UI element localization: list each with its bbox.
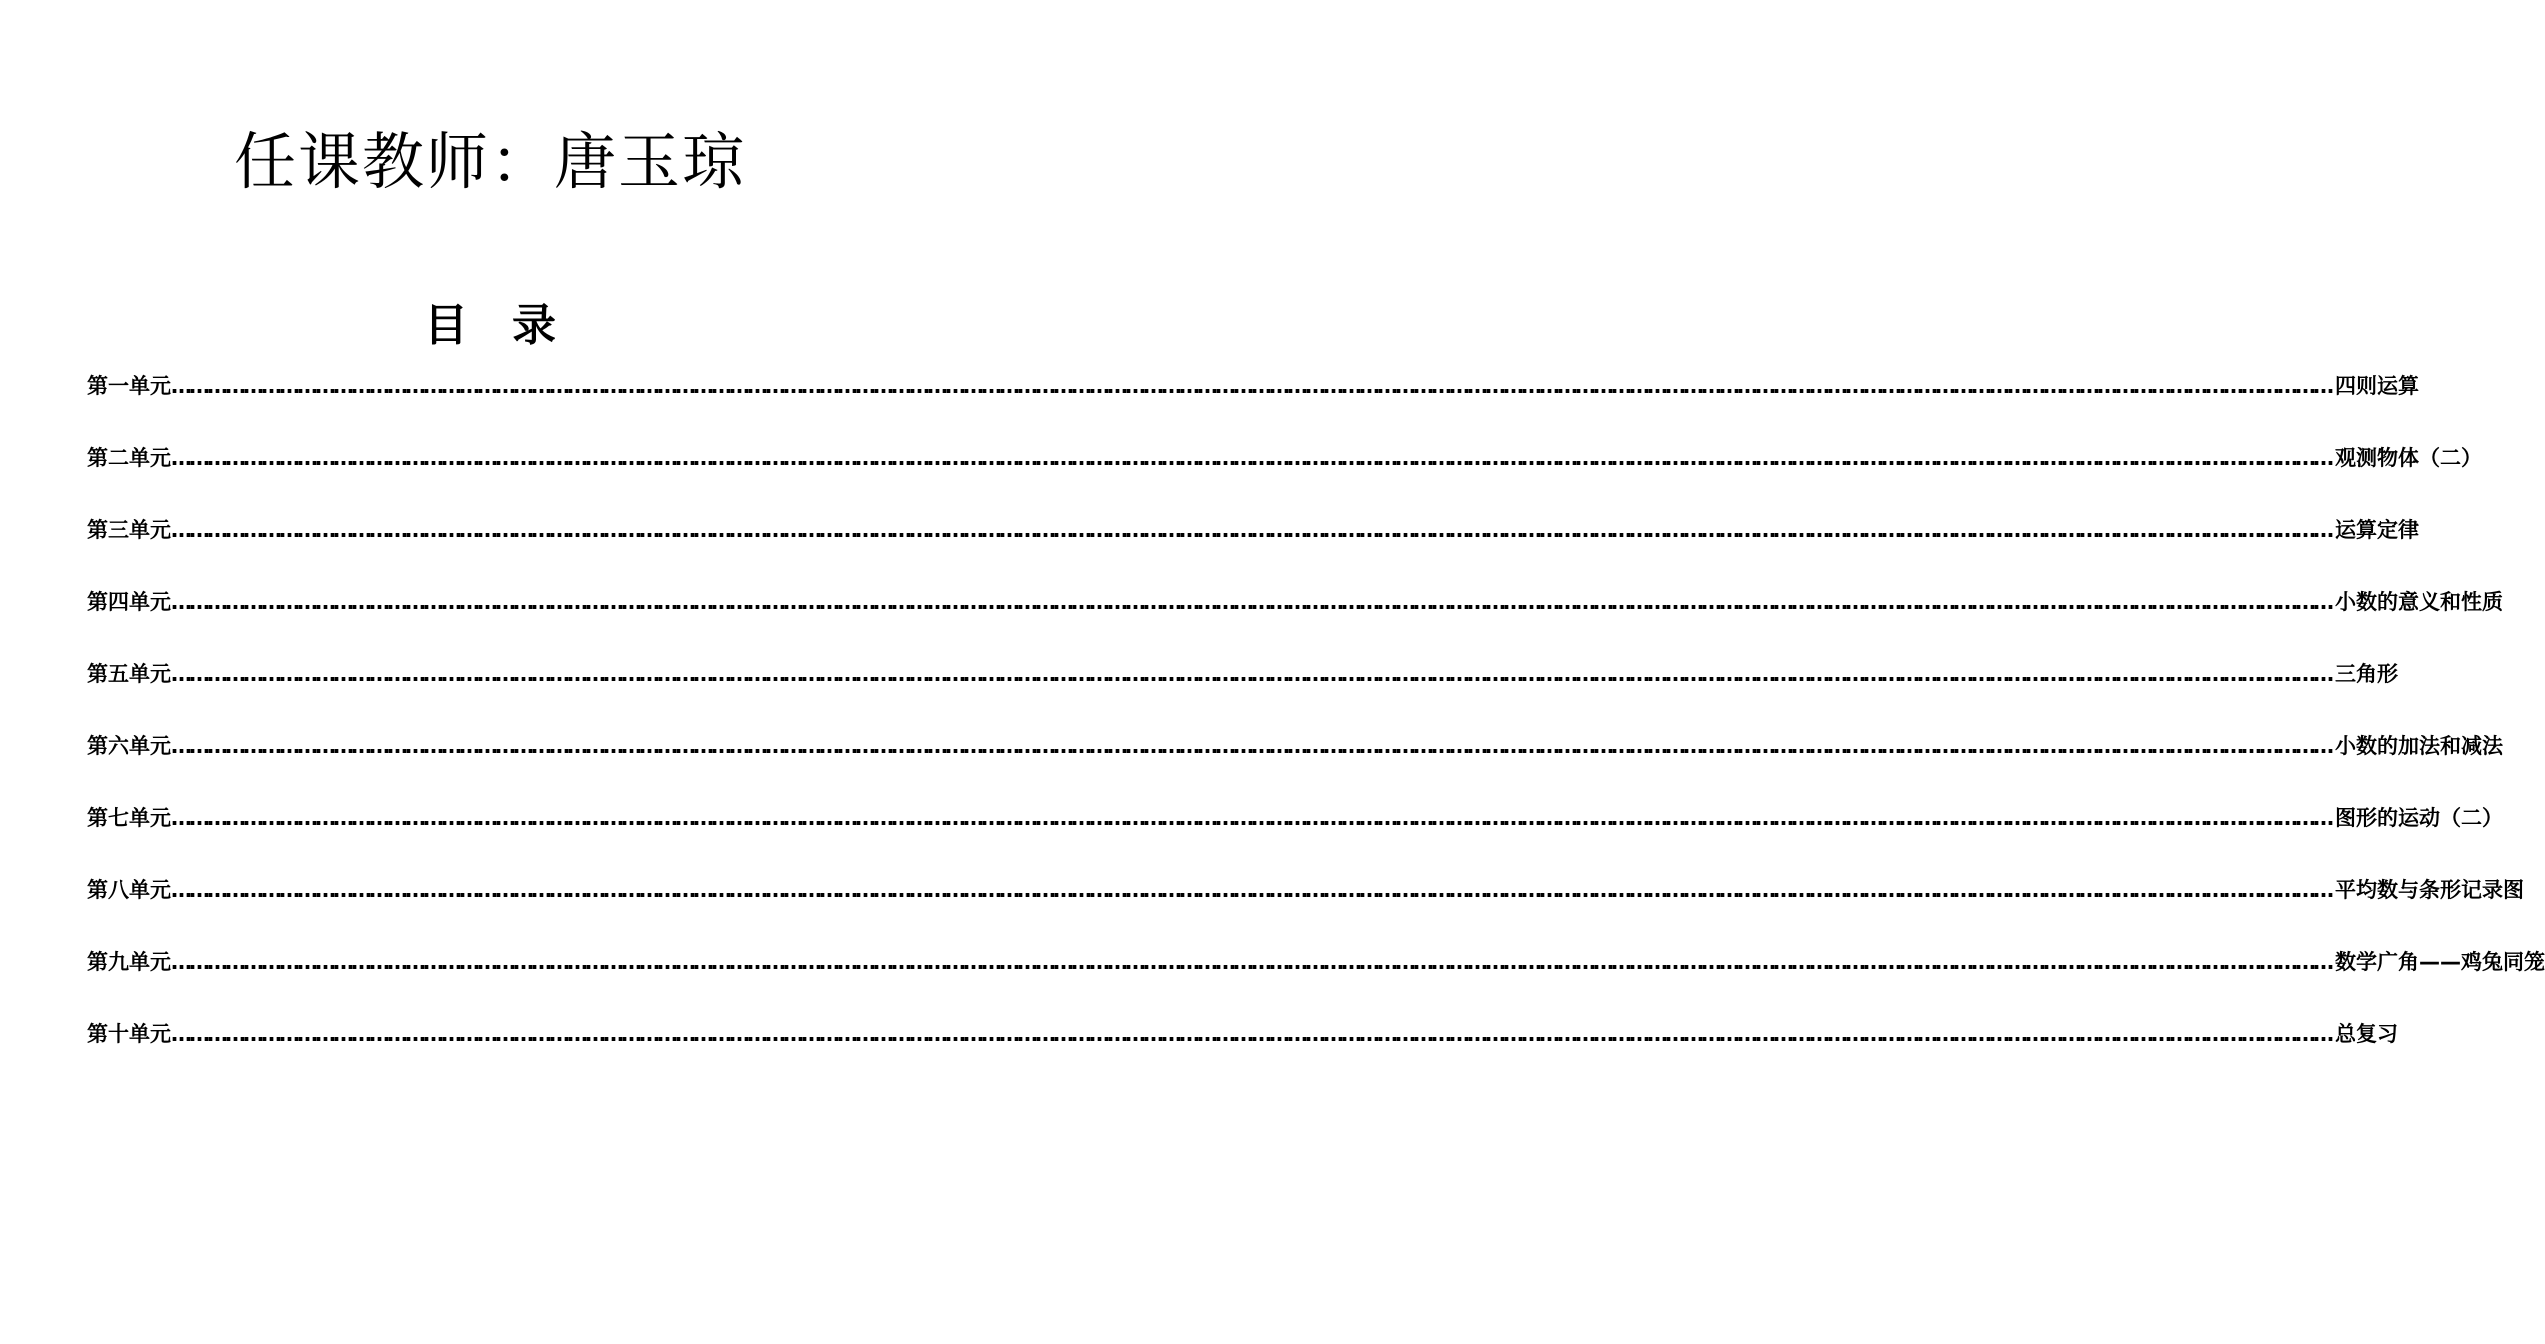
- toc-leader-dots: ………………………………………………………………………………………………………………………………………………………………………………………………………………………………………………………………………………………………………………………………: [171, 518, 2331, 542]
- toc-entry-4: [87, 587, 2503, 659]
- toc-entry-topic: 三角形: [2335, 662, 2398, 686]
- toc-leader-dots: ………………………………………………………………………………………………………………………………………………………………………………………………………………………………………………………………………………………………………………………………: [171, 1022, 2331, 1046]
- toc-leader-dots: ………………………………………………………………………………………………………………………………………………………………………………………………………………………………………………………………………………………………………………………………: [171, 590, 2331, 614]
- toc-leader-dots: ………………………………………………………………………………………………………………………………………………………………………………………………………………………………………………………………………………………………………………………………: [171, 734, 2331, 758]
- teacher-heading: 任课教师：唐玉琼: [233, 125, 746, 198]
- toc-entry-9: [87, 947, 2545, 1019]
- toc-leader-dots: ………………………………………………………………………………………………………………………………………………………………………………………………………………………………………………………………………………………………………………………………: [171, 950, 2331, 974]
- toc-entry-3: [87, 515, 2419, 587]
- toc-entry-1: [87, 371, 2419, 443]
- toc-entry-topic: 图形的运动（二）: [2335, 806, 2503, 830]
- toc-entry-topic: 小数的加法和减法: [2335, 734, 2503, 758]
- toc-entry-topic: 观测物体（二）: [2335, 446, 2482, 470]
- toc-leader-dots: ………………………………………………………………………………………………………………………………………………………………………………………………………………………………………………………………………………………………………………………………: [171, 446, 2331, 470]
- toc-entry-2: [87, 443, 2482, 515]
- toc-entry-unit: 第八单元: [87, 878, 171, 902]
- toc-entry-6: [87, 731, 2503, 803]
- toc-entry-unit: 第三单元: [87, 518, 171, 542]
- toc-entry-unit: 第一单元: [87, 374, 171, 398]
- toc-entry-10: [87, 1019, 2398, 1091]
- toc-entry-5: [87, 659, 2398, 731]
- toc-entry-topic: 总复习: [2335, 1022, 2398, 1046]
- toc-title: 目 录: [424, 300, 556, 351]
- toc-entry-unit: 第七单元: [87, 806, 171, 830]
- toc-entry-7: [87, 803, 2503, 875]
- toc-entry-topic: 小数的意义和性质: [2335, 590, 2503, 614]
- toc-entry-8: [87, 875, 2524, 947]
- toc-entry-topic: 四则运算: [2335, 374, 2419, 398]
- toc-entry-unit: 第五单元: [87, 662, 171, 686]
- toc-leader-dots: ………………………………………………………………………………………………………………………………………………………………………………………………………………………………………………………………………………………………………………………………: [171, 806, 2331, 830]
- toc-leader-dots: ………………………………………………………………………………………………………………………………………………………………………………………………………………………………………………………………………………………………………………………………: [171, 662, 2331, 686]
- toc-entry-unit: 第四单元: [87, 590, 171, 614]
- toc-leader-dots: ………………………………………………………………………………………………………………………………………………………………………………………………………………………………………………………………………………………………………………………………: [171, 878, 2331, 902]
- toc-leader-dots: ………………………………………………………………………………………………………………………………………………………………………………………………………………………………………………………………………………………………………………………………: [171, 374, 2331, 398]
- toc-entry-topic: 运算定律: [2335, 518, 2419, 542]
- toc-entry-unit: 第二单元: [87, 446, 171, 470]
- toc-entry-topic: 数学广角——鸡兔同笼: [2335, 950, 2545, 974]
- toc-entry-topic: 平均数与条形记录图: [2335, 878, 2524, 902]
- toc-list: [87, 371, 2545, 1091]
- toc-entry-unit: 第十单元: [87, 1022, 171, 1046]
- toc-entry-unit: 第九单元: [87, 950, 171, 974]
- toc-entry-unit: 第六单元: [87, 734, 171, 758]
